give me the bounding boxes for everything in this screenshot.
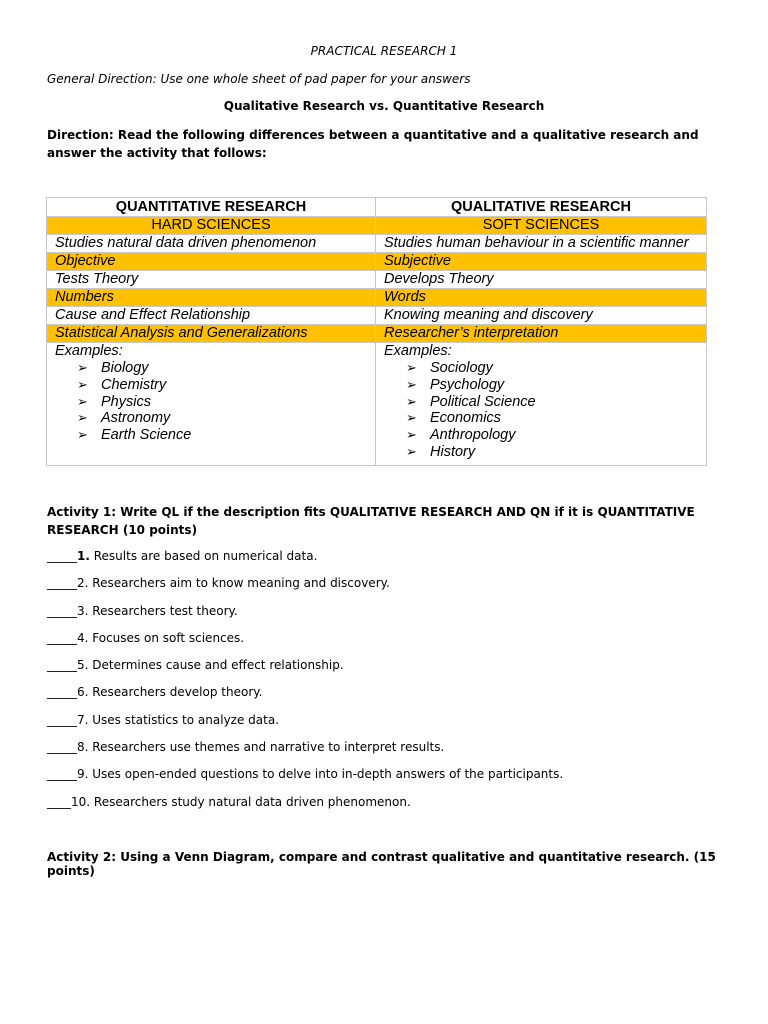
- item-number: 2.: [77, 576, 89, 591]
- arrow-bullet-icon: ➢: [77, 376, 88, 392]
- item-number: 8.: [77, 740, 89, 755]
- list-item: [47, 766, 727, 793]
- table-row: [47, 235, 707, 253]
- examples-label: Examples:: [384, 343, 452, 359]
- list-item: ➢ History: [406, 443, 476, 460]
- examples-list-qualitative: [384, 360, 698, 461]
- arrow-bullet-icon: ➢: [406, 360, 417, 375]
- answer-blank: _____: [47, 603, 77, 618]
- item-number: 3.: [77, 603, 89, 618]
- answer-blank: ____: [47, 794, 71, 809]
- table-cell: Studies natural data driven phenomenon: [47, 235, 376, 253]
- item-text: Researchers study natural data driven phenomenon.: [90, 794, 411, 809]
- table-cell: Studies human behaviour in a scientific manner: [376, 235, 707, 253]
- item-text: Researchers develop theory.: [88, 685, 263, 700]
- list-item: ➢ Economics: [406, 410, 501, 427]
- item-text: Focuses on soft sciences.: [88, 630, 245, 645]
- general-direction: General Direction: Use one whole sheet of pad paper for your answers: [47, 72, 471, 86]
- item-number: 10.: [71, 794, 91, 809]
- answer-blank: _____: [47, 658, 77, 673]
- answer-blank: _____: [47, 740, 77, 755]
- list-item: ➢ Biology: [77, 360, 149, 376]
- table-cell: Tests Theory: [47, 271, 376, 289]
- examples-label: Examples:: [55, 343, 123, 359]
- item-text: Results are based on numerical data.: [89, 549, 318, 563]
- table-cell: Numbers: [47, 289, 376, 307]
- arrow-bullet-icon: ➢: [406, 427, 417, 443]
- list-item: ➢ Anthropology: [406, 427, 516, 444]
- item-number: 9.: [77, 767, 89, 782]
- item-number: 1.: [77, 549, 90, 563]
- table-row: [47, 271, 707, 289]
- list-item: ➢ Political Science: [406, 393, 536, 410]
- item-number: 7.: [77, 712, 89, 727]
- activity1-heading: Activity 1: Write QL if the description fits QUALITATIVE RESEARCH AND QN if it is QUANTITATIVE RESEARCH (10 points): [47, 505, 695, 537]
- list-item: [47, 657, 727, 684]
- activity2-heading: Activity 2: Using a Venn Diagram, compare and contrast qualitative and quantitative research. (15 points): [47, 850, 716, 878]
- arrow-bullet-icon: ➢: [77, 360, 88, 375]
- item-text: Determines cause and effect relationship.: [88, 658, 344, 673]
- table-cell: Subjective: [376, 253, 707, 271]
- table-cell: Statistical Analysis and Generalizations: [47, 325, 376, 343]
- comparison-table: [46, 197, 707, 466]
- list-item: [47, 712, 727, 739]
- list-item: ➢ Earth Science: [77, 427, 192, 444]
- table-cell: Knowing meaning and discovery: [376, 307, 707, 325]
- item-text: Uses open-ended questions to delve into in-depth answers of the participants.: [88, 767, 564, 782]
- arrow-bullet-icon: ➢: [406, 376, 417, 392]
- item-text: Researchers use themes and narrative to interpret results.: [88, 740, 445, 755]
- list-item: [47, 684, 727, 711]
- item-number: 6.: [77, 685, 89, 700]
- item-number: 5.: [77, 658, 89, 673]
- subheader-hard-sciences: HARD SCIENCES: [47, 217, 376, 235]
- table-row: [47, 289, 707, 307]
- table-row: [47, 253, 707, 271]
- examples-list-quantitative: [55, 360, 367, 444]
- document-title: PRACTICAL RESEARCH 1: [310, 44, 458, 58]
- examples-cell-qualitative: [376, 343, 707, 466]
- table-cell: Researcher’s interpretation: [376, 325, 707, 343]
- document-subtitle: Qualitative Research vs. Quantitative Research: [223, 99, 545, 113]
- list-item: [47, 603, 727, 630]
- arrow-bullet-icon: ➢: [77, 393, 88, 409]
- answer-blank: _____: [47, 630, 77, 645]
- table-row: [47, 325, 707, 343]
- table-header-row: [47, 198, 707, 217]
- arrow-bullet-icon: ➢: [406, 410, 417, 426]
- table-subheader-row: [47, 217, 707, 235]
- activity1-items: [47, 548, 727, 821]
- examples-row: [47, 343, 707, 466]
- item-text: Researchers aim to know meaning and discovery.: [88, 576, 390, 591]
- item-number: 4.: [77, 630, 89, 645]
- table-cell: Cause and Effect Relationship: [47, 307, 376, 325]
- answer-blank: _____: [47, 767, 77, 782]
- list-item: ➢ Physics: [77, 393, 151, 410]
- table-cell: Words: [376, 289, 707, 307]
- item-text: Researchers test theory.: [88, 603, 238, 618]
- subheader-soft-sciences: SOFT SCIENCES: [376, 217, 707, 235]
- list-item: ➢ Psychology: [406, 376, 505, 393]
- arrow-bullet-icon: ➢: [406, 393, 417, 409]
- list-item: ➢ Sociology: [406, 360, 493, 376]
- answer-blank: _____: [47, 549, 77, 563]
- list-item: [47, 630, 727, 657]
- header-quantitative: QUANTITATIVE RESEARCH: [47, 198, 376, 217]
- answer-blank: _____: [47, 712, 77, 727]
- examples-cell-quantitative: [47, 343, 376, 466]
- arrow-bullet-icon: ➢: [406, 443, 417, 459]
- table-cell: Develops Theory: [376, 271, 707, 289]
- list-item: [47, 575, 727, 602]
- list-item: [47, 548, 727, 575]
- item-text: Uses statistics to analyze data.: [88, 712, 280, 727]
- answer-blank: _____: [47, 685, 77, 700]
- answer-blank: _____: [47, 576, 77, 591]
- list-item: ➢ Astronomy: [77, 410, 171, 427]
- list-item: [47, 794, 727, 821]
- list-item: [47, 739, 727, 766]
- table-row: [47, 307, 707, 325]
- list-item: ➢ Chemistry: [77, 376, 167, 393]
- direction-text: Direction: Read the following differences between a quantitative and a qualitative research and answer the activity that follows:: [47, 128, 699, 160]
- table-cell: Objective: [47, 253, 376, 271]
- header-qualitative: QUALITATIVE RESEARCH: [376, 198, 707, 217]
- arrow-bullet-icon: ➢: [77, 427, 88, 443]
- arrow-bullet-icon: ➢: [77, 410, 88, 426]
